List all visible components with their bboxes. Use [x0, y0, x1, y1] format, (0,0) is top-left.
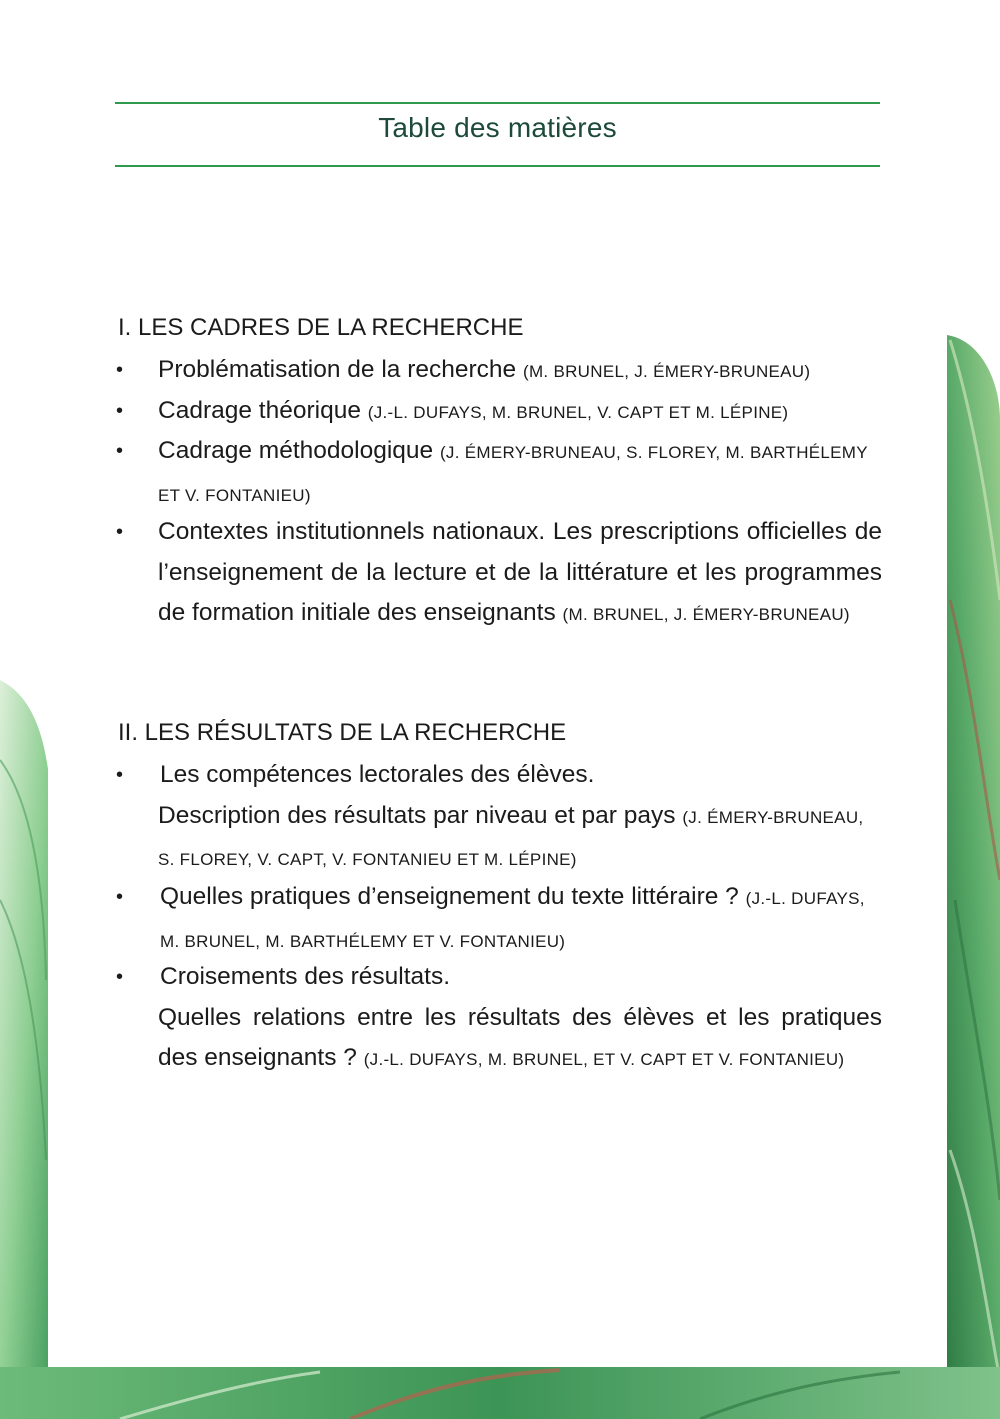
toc-entry — [116, 350, 882, 393]
toc-entry — [116, 431, 882, 516]
section-title: I. LES CADRES DE LA RECHERCHE — [118, 314, 524, 341]
bullet: • — [116, 440, 124, 462]
entry-authors: (M. BRUNEL, J. ÉMERY-BRUNEAU) — [562, 605, 850, 624]
entry-title: Cadrage méthodologique — [158, 437, 434, 464]
entry-title: Problématisation de la recherche — [158, 356, 517, 383]
toc-entry — [116, 391, 882, 434]
entry-authors: (J. ÉMERY-BRUNEAU, S. FLOREY, V. CAPT, V. FONTANIEU ET M. LÉPINE) — [158, 807, 864, 869]
bullet: • — [116, 400, 124, 422]
entry-title: Cadrage théorique — [158, 397, 361, 424]
entry-title: Quelles pratiques d’enseignement du texte littéraire ? — [160, 883, 739, 910]
entry-authors: (J. ÉMERY-BRUNEAU, S. FLOREY, M. BARTHÉLEMY ET V. FONTANIEU) — [158, 443, 868, 505]
entry-title: Contextes institutionnels nationaux. Les prescriptions officielles de l’enseignement de la lecture et de la littérature et les programmes de formation initiale des enseignants — [158, 518, 882, 626]
entry-title: Les compétences lectorales des élèves. — [160, 761, 595, 788]
toc-entry — [116, 877, 882, 962]
bullet: • — [116, 764, 124, 786]
entry-subtitle: Quelles relations entre les résultats des élèves et les pratiques des enseignants ? — [158, 1003, 882, 1071]
page-title: Table des matières — [378, 112, 617, 143]
section-title: II. LES RÉSULTATS DE LA RECHERCHE — [118, 719, 567, 746]
entry-authors: (J.-L. DUFAYS, M. BRUNEL, M. BARTHÉLEMY ET V. FONTANIEU) — [160, 889, 865, 951]
title-rule-bottom — [115, 165, 880, 167]
page-sheet — [48, 0, 947, 1367]
entry-authors: (J.-L. DUFAYS, M. BRUNEL, V. CAPT ET M. LÉPINE) — [367, 403, 789, 422]
entry-authors: (J.-L. DUFAYS, M. BRUNEL, ET V. CAPT ET V. FONTANIEU) — [363, 1050, 845, 1069]
bullet: • — [116, 359, 124, 381]
entry-title: Croisements des résultats. — [160, 963, 451, 990]
title-rule-top — [115, 102, 880, 104]
bullet: • — [116, 966, 124, 988]
toc-entry — [116, 755, 882, 881]
bullet: • — [116, 521, 124, 543]
entry-authors: (M. BRUNEL, J. ÉMERY-BRUNEAU) — [522, 362, 811, 381]
toc-entry — [116, 957, 882, 1081]
entry-subtitle: Description des résultats par niveau et par pays — [158, 801, 676, 829]
toc-entry — [116, 512, 882, 636]
bullet: • — [116, 886, 124, 908]
